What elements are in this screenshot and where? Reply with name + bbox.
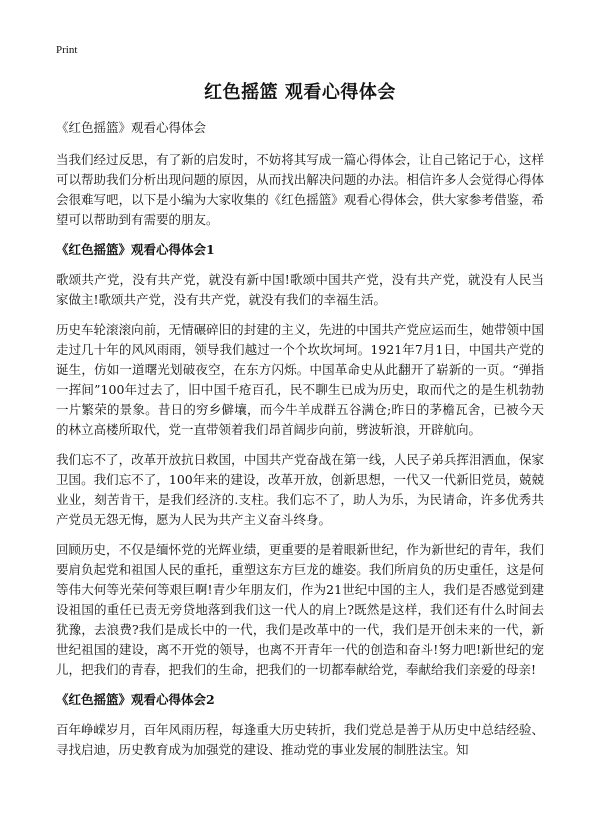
page-title: 红色摇篮 观看心得体会: [204, 82, 396, 103]
section-paragraph: 回顾历史，不仅是缅怀党的光辉业绩，更重要的是着眼新世纪，作为新世纪的青年，我们要肩负起党和祖国人民的重托，重塑这东方巨龙的雄姿。我们所肩负的历史重任，这是何等伟大何等光荣何等艰巨啊!青少年朋友们，作为21世纪中国的主人，我们是否感觉到建设祖国的重任已责无旁贷地落到我们这一代人的肩上?既然是这样，我们还有什么时间去犹豫，去浪费?我们是成长中的一代，我们是改革中的一代，我们是开创未来的一代，新世纪祖国的建设，离不开党的领导，也离不开青年一代的创造和奋斗!努力吧!新世纪的宠儿，把我们的青春，把我们的生命，把我们的一切都奉献给党，奉献给我们亲爱的母亲!: [56, 542, 544, 677]
section-paragraph: 百年峥嵘岁月，百年风雨历程，每逢重大历史转折，我们党总是善于从历史中总结经验、寻找启迪，历史教育成为加强党的建设、推动党的事业发展的制胜法宝。知: [56, 722, 544, 757]
section-paragraph: 我们忘不了，改革开放抗日救国，中国共产党奋战在第一线，人民子弟兵挥泪洒血，保家卫国。我们忘不了，100年来的建设，改革开放，创新思想，一代又一代新旧党员，兢兢业业，刻苦肯干，是我们经济的.支柱。我们忘不了，助人为乐，为民请命，许多优秀共产党员无怨无悔，愿为人民为共产主义奋斗终身。: [56, 452, 544, 527]
section-paragraph: 歌颂共产党，没有共产党，就没有新中国!歌颂中国共产党，没有共产党，就没有人民当家做主!歌颂共产党，没有共产党，就没有我们的幸福生活。: [56, 272, 544, 307]
article-subtitle: 《红色摇篮》观看心得体会: [56, 120, 207, 135]
section-paragraph: 历史车轮滚滚向前，无情碾碎旧的封建的主义，先进的中国共产党应运而生，她带领中国走过几十年的风风雨雨，领导我们越过一个个坎坎坷坷。1921年7月1日，中国共产党的诞生，仿如一道曙光划破夜空，在东方闪烁。中国革命史从此翻开了崭新的一页。“弹指一挥间”100年过去了，旧中国千疮百孔，民不聊生已成为历史，取而代之的是生机勃勃一片繁荣的景象。昔日的穷乡僻壤，而今牛羊成群五谷满仓;昨日的茅檐瓦舍，已被今天的林立高楼所取代，党一直带领着我们昂首阔步向前，劈波斩浪，开辟航向。: [56, 322, 544, 437]
article-body: [56, 118, 544, 770]
section-heading: 《红色摇篮》观看心得体会1: [56, 242, 215, 257]
section-1: [56, 240, 544, 680]
section-heading: 《红色摇篮》观看心得体会2: [56, 692, 215, 707]
print-link[interactable]: Print: [56, 44, 78, 56]
section-2: [56, 690, 544, 760]
intro-paragraph: 当我们经过反思，有了新的启发时，不妨将其写成一篇心得体会，让自己铭记于心，这样可以帮助我们分析出现问题的原因，从而找出解决问题的办法。相信许多人会觉得心得体会很难写吧，以下是小编为大家收集的《红色摇篮》观看心得体会，供大家参考借鉴，希望可以帮助到有需要的朋友。: [56, 152, 544, 227]
